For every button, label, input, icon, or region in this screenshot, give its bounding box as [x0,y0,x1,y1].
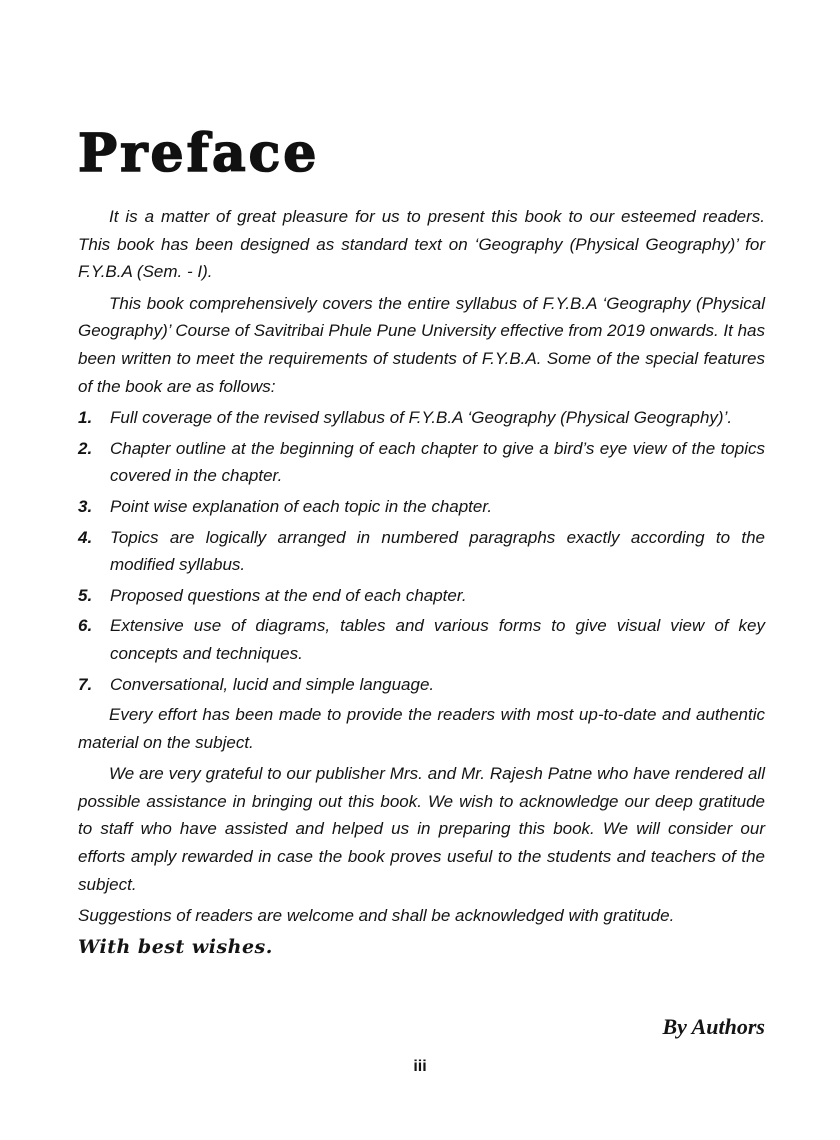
feature-item-2 [78,435,765,490]
feature-text: Topics are logically arranged in numbered paragraphs exactly according to the modified syllabus. [110,527,765,575]
feature-item-5 [78,582,765,610]
feature-number: 2. [78,438,93,458]
preface-body [78,203,765,961]
feature-number: 4. [78,527,93,547]
page-number: iii [413,1058,427,1075]
feature-text: Point wise explanation of each topic in the chapter. [110,496,493,516]
feature-text: Extensive use of diagrams, tables and various forms to give visual view of key concepts and techniques. [110,616,765,663]
feature-item-3 [78,493,765,521]
feature-item-7 [78,671,765,699]
feature-number: 3. [78,496,93,516]
byline-authors: By Authors [662,1014,765,1039]
feature-text: Proposed questions at the end of each chapter. [110,585,467,605]
feature-text: Conversational, lucid and simple language. [110,674,435,694]
feature-item-6 [78,612,765,667]
feature-text: Full coverage of the revised syllabus of F.Y.B.A ‘Geography (Physical Geography)’. [110,408,733,428]
feature-number: 1. [78,408,93,428]
gratitude-paragraph: We are very grateful to our publisher Mrs. and Mr. Rajesh Patne who have rendered all possible assistance in bringing out this book. We wish to acknowledge our deep gratitude to staff who have assisted and helped us in preparing this book. We will consider our efforts amply rewarded in case the book proves useful to the students and teachers of the subject. [78,764,765,894]
feature-number: 5. [78,585,93,605]
suggestions-paragraph: Suggestions of readers are welcome and shall be acknowledged with gratitude. [78,906,675,926]
intro-paragraph: It is a matter of great pleasure for us to present this book to our esteemed readers. This book has been designed as standard text on ‘Geography (Physical Geography)’ for F.Y.B.A (Sem. - I). [78,207,765,282]
page-title: Preface [78,123,320,184]
feature-list [78,404,765,698]
feature-number: 6. [78,616,93,636]
feature-item-1 [78,404,765,432]
feature-item-4 [78,524,765,579]
feature-text: Chapter outline at the beginning of each chapter to give a bird’s eye view of the topics covered in the chapter. [110,438,765,486]
coverage-paragraph: This book comprehensively covers the entire syllabus of F.Y.B.A ‘Geography (Physical Geography)’ Course of Savitribai Phule Pune University effective from 2019 onwards. It has been written to meet the requirements of students of F.Y.B.A. Some of the special features of the book are as follows: [78,293,765,396]
feature-number: 7. [78,674,93,694]
effort-paragraph: Every effort has been made to provide the readers with most up-to-date and authentic material on the subject. [78,705,765,752]
signoff-text: With best wishes. [78,935,273,958]
